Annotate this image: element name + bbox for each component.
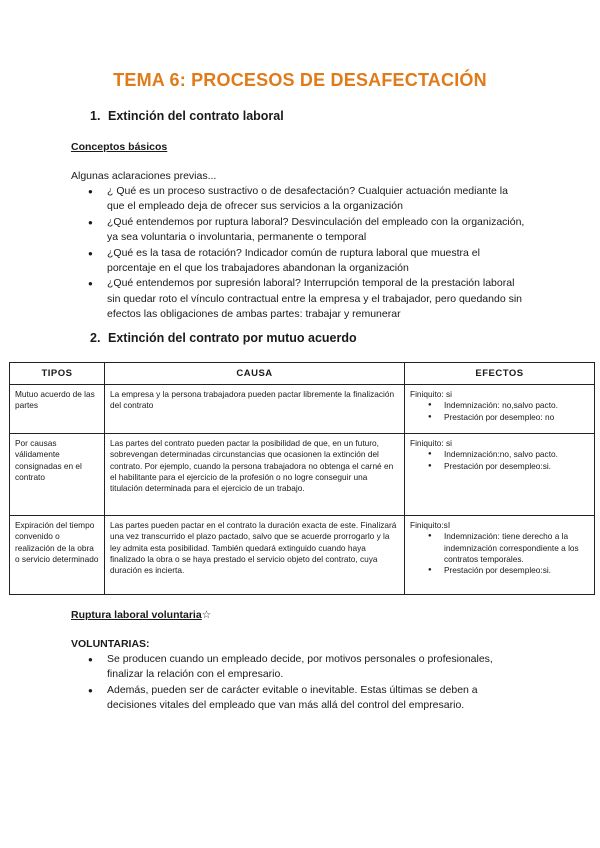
tipo-cell: Expiración del tiempo convenido o realización de la obra o servicio determinado xyxy=(10,516,105,595)
section-2-title: Extinción del contrato por mutuo acuerdo xyxy=(108,331,357,345)
efectos-cell xyxy=(405,516,595,595)
tipo-cell: Mutuo acuerdo de las partes xyxy=(10,385,105,434)
section-1-number: 1. xyxy=(90,109,101,123)
list-item: ● ¿ Qué es un proceso sustractivo o de desafectación? Cualquier actuación mediante la que el empleado deja de ofrecer sus servicios a la organización xyxy=(86,184,526,215)
list-item: ● Indemnización:no, salvo pacto. xyxy=(410,449,589,460)
efectos-cell xyxy=(405,434,595,516)
list-item: ● Prestación por desempleo:si. xyxy=(410,461,589,472)
ruptura-voluntaria-title: Ruptura laboral voluntaria xyxy=(71,609,202,621)
causa-cell: La empresa y la persona trabajadora pueden pactar libremente la finalización del contrato xyxy=(105,385,405,434)
voluntarias-list xyxy=(86,652,526,714)
table-row xyxy=(10,434,595,516)
header-tipos: TIPOS xyxy=(10,363,105,385)
tipo-cell: Por causas válidamente consignadas en el contrato xyxy=(10,434,105,516)
mutuo-acuerdo-table xyxy=(9,362,595,595)
section-1-heading xyxy=(90,109,284,123)
efectos-list xyxy=(410,400,589,422)
page-title: TEMA 6: PROCESOS DE DESAFECTACIÓN xyxy=(113,70,487,90)
list-item: ● ¿Qué entendemos por supresión laboral? Interrupción temporal de la prestación laboral sin quedar roto el vínculo contractual entre la empresa y el trabajador, pero quedando sin efectos las obligaciones de ambas partes: trabajar y remunerar xyxy=(86,276,526,322)
conceptos-basicos-heading: Conceptos básicos xyxy=(71,141,168,153)
causa-cell: Las partes pueden pactar en el contrato la duración exacta de este. Finalizará una vez transcurrido el plazo pactado, salvo que se acuerde prorrogarlo y la ley admita esta posibilidad. También quedará extinguido cuando haya finalizado la obra o se haya prestado el servicio objeto del contrato, cuya duración es incierta. xyxy=(105,516,405,595)
conceptos-list xyxy=(86,184,526,323)
list-item: ● Indemnización: no,salvo pacto. xyxy=(410,400,589,411)
finiquito-label: Finiquito:sI xyxy=(410,520,451,531)
list-item: ● ¿Qué entendemos por ruptura laboral? Desvinculación del empleado con la organización, ya sea voluntaria o involuntaria, permanente o temporal xyxy=(86,215,526,246)
list-item: ● Prestación por desempleo:si. xyxy=(410,565,589,576)
causa-cell: Las partes del contrato pueden pactar la posibilidad de que, en un futuro, sobrevengan determinadas circunstancias que ocasionen la extinción del contrato. Por ejemplo, cuando la persona trabajadora no obtenga el carné en el habilitante para el ejercicio de la profesión o no logre conseguir una titulación determinada para el ejercicio de un trabajo. xyxy=(105,434,405,516)
finiquito-label: Finiquito: si xyxy=(410,438,452,449)
list-item: ● Prestación por desempleo: no xyxy=(410,412,589,423)
efectos-list xyxy=(410,449,589,471)
voluntarias-label: VOLUNTARIAS: xyxy=(71,638,150,650)
table-row xyxy=(10,516,595,595)
efectos-list xyxy=(410,531,589,576)
header-efectos: EFECTOS xyxy=(405,363,595,385)
list-item: ● ¿Qué es la tasa de rotación? Indicador común de ruptura laboral que muestra el porcentaje en el que los trabajadores abandonan la organización xyxy=(86,246,526,277)
section-1-title: Extinción del contrato laboral xyxy=(108,109,284,123)
table-header-row xyxy=(10,363,595,385)
efectos-cell xyxy=(405,385,595,434)
header-causa: CAUSA xyxy=(105,363,405,385)
list-item: ● Indemnización: tiene derecho a la indemnización correspondiente a los contratos temporales. xyxy=(410,531,589,565)
list-item: ● Además, pueden ser de carácter evitable o inevitable. Estas últimas se deben a decisiones vitales del empleado que van más allá del control del empresario. xyxy=(86,683,526,714)
intro-text: Algunas aclaraciones previas... xyxy=(71,170,217,182)
finiquito-label: Finiquito: si xyxy=(410,389,452,400)
table-row xyxy=(10,385,595,434)
star-icon: ☆ xyxy=(201,609,212,621)
list-item: ● Se producen cuando un empleado decide, por motivos personales o profesionales, finalizar la relación con el empresario. xyxy=(86,652,526,683)
section-2-heading xyxy=(90,331,357,345)
section-2-number: 2. xyxy=(90,331,101,345)
ruptura-voluntaria-heading xyxy=(71,609,211,621)
